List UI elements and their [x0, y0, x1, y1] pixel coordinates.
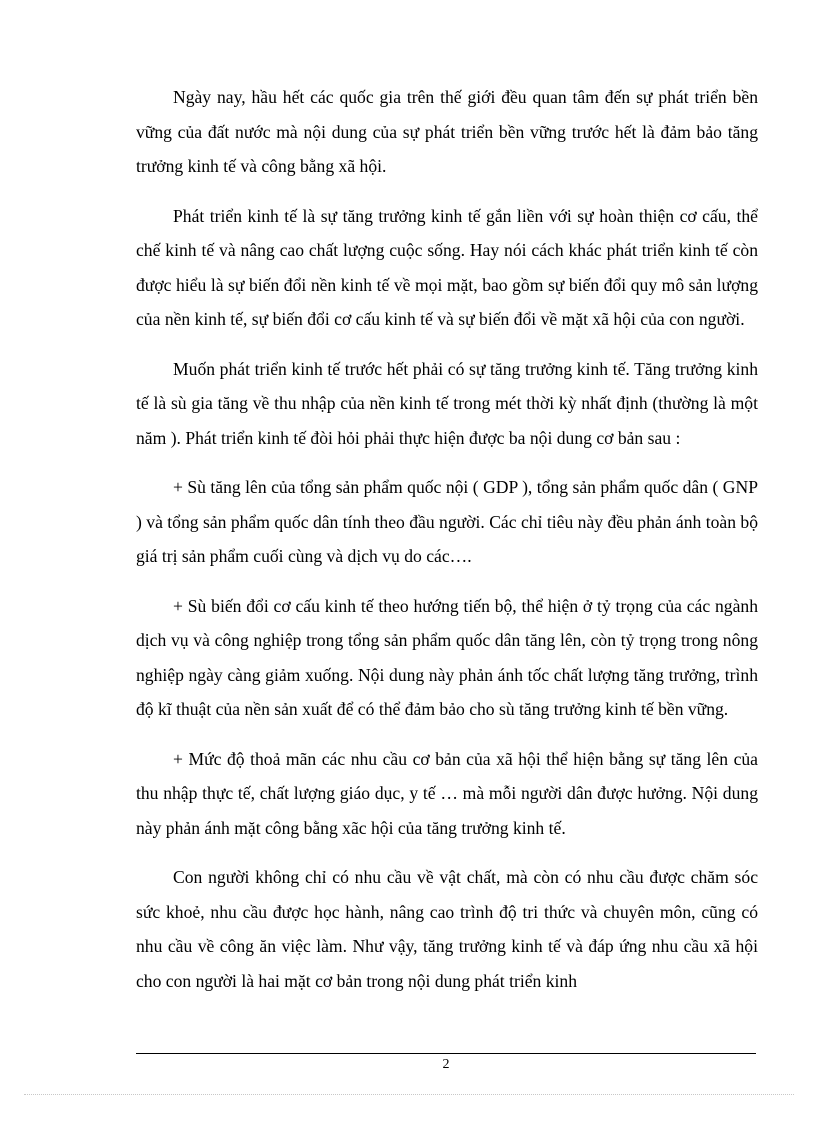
- paragraph-gdp-gnp-increase: + Sù tăng lên của tổng sản phẩm quốc nội ( GDP ), tổng sản phẩm quốc dân ( GNP ) và tổng sản phẩm quốc dân tính theo đầu người. Các chỉ tiêu này đều phản ánh toàn bộ giá trị sản phẩm cuối cùng và dịch vụ do các….: [136, 477, 758, 566]
- paragraph-basic-needs: + Mức độ thoả mãn các nhu cầu cơ bản của xã hội thể hiện bằng sự tăng lên của thu nhập thực tế, chất lượng giáo dục, y tế … mà mỗi người dân được hưởng. Nội dung này phản ánh mặt công bằng xãc hội của tăng trưởng kinh tế.: [136, 748, 758, 838]
- paragraph-human-needs: Con người không chỉ có nhu cầu về vật chất, mà còn có nhu cầu được chăm sóc sức khoẻ, nhu cầu được học hành, nâng cao trình độ tri thức và chuyên môn, cũng có nhu cầu về công ăn việc làm. Như vậy, tăng trưởng kinh tế và đáp ứng nhu cầu xã hội cho con người là hai mặt cơ bản trong nội dung phát triển kinh: [136, 867, 758, 991]
- footer-divider: [136, 1053, 756, 1054]
- page-number: 2: [442, 1057, 450, 1072]
- page-body: [136, 80, 758, 1013]
- paragraph-structural-change: + Sù biến đổi cơ cấu kinh tế theo hướng tiến bộ, thể hiện ở tỷ trọng của các ngành dịch vụ và công nghiệp trong tổng sản phẩm quốc dân tăng lên, còn tỷ trọng trong nông nghiệp ngày càng giảm xuống. Nội dung này phản ánh tốc chất lượng tăng trưởng, trình độ kĩ thuật của nền sản xuất để có thể đảm bảo cho sù tăng trưởng kinh tế bền vững.: [136, 595, 758, 719]
- page-bottom-edge: [24, 1094, 794, 1095]
- paragraph-economic-growth: Muốn phát triển kinh tế trước hết phải có sự tăng trưởng kinh tế. Tăng trưởng kinh tế là sù gia tăng về thu nhập của nền kinh tế trong mét thời kỳ nhất định (thường là một năm ). Phát triển kinh tế đòi hỏi phải thực hiện được ba nội dung cơ bản sau :: [136, 358, 758, 448]
- paragraph-sustainable-development: Ngày nay, hầu hết các quốc gia trên thế giới đều quan tâm đến sự phát triển bền vững của đất nước mà nội dung của sự phát triển bền vững trước hết là đảm bảo tăng trưởng kinh tế và công bằng xã hội.: [136, 87, 758, 176]
- paragraph-economic-development: Phát triển kinh tế là sự tăng trưởng kinh tế gắn liền với sự hoàn thiện cơ cấu, thể chế kinh tế và nâng cao chất lượng cuộc sống. Hay nói cách khác phát triển kinh tế còn được hiểu là sự biến đổi nền kinh tế về mọi mặt, bao gồm sự biến đổi quy mô sản lượng của nền kinh tế, sự biến đổi cơ cấu kinh tế và sự biến đổi về mặt xã hội của con người.: [136, 205, 758, 329]
